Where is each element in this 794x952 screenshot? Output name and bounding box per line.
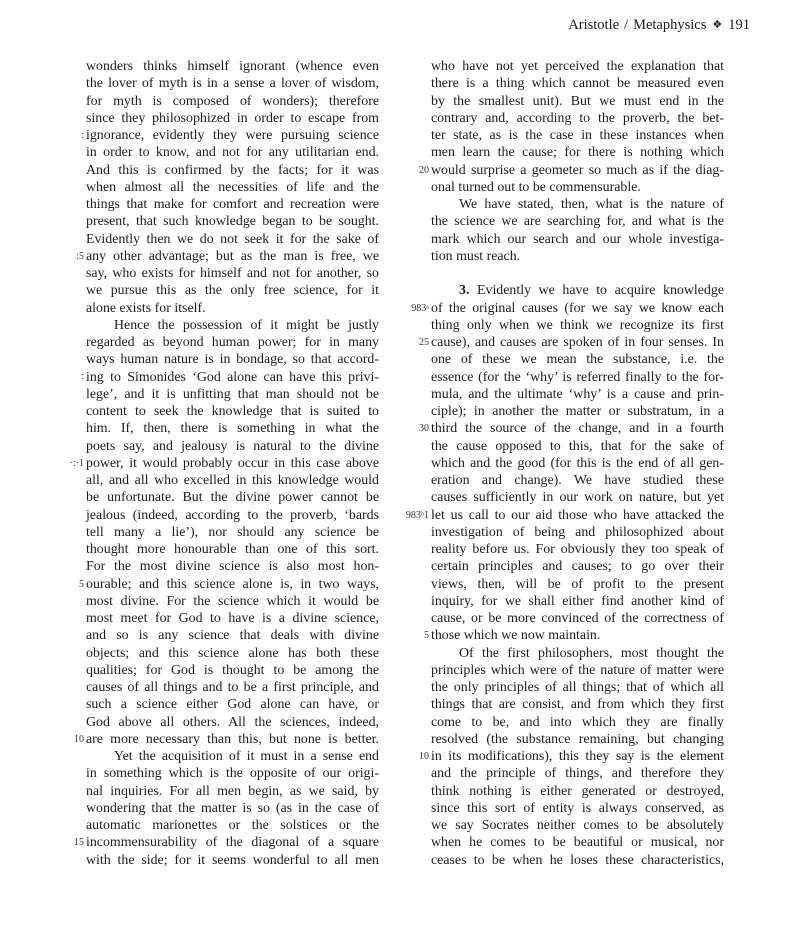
text-line — [431, 386, 724, 403]
margin-line-number: ∶ — [81, 371, 84, 383]
line-text: are more necessary than this, but none is better. — [86, 731, 379, 747]
line-text: onal turned out to be commensurable. — [431, 179, 641, 195]
line-text: would surprise a geometer so much as if the diag- — [431, 162, 724, 178]
line-text: God above all others. All the sciences, indeed, — [86, 714, 379, 730]
text-line — [86, 610, 379, 627]
text-line — [431, 645, 724, 662]
margin-line-number: ·:·1 — [69, 457, 84, 469]
text-line — [86, 524, 379, 541]
page-number: 191 — [728, 17, 750, 33]
text-line — [431, 438, 724, 455]
line-text: resolved (the substance remaining, but changing — [431, 731, 724, 747]
text-line — [431, 696, 724, 713]
text-line — [431, 75, 724, 92]
line-text: reality before us. For obviously they too speak of — [431, 542, 724, 557]
text-line — [86, 817, 379, 834]
line-text: things that are consist, and from which they first — [431, 697, 724, 713]
line-text: nal inquiries. For all men begin, as we said, by — [86, 783, 379, 799]
line-text: investigation of being and philosophized about — [431, 524, 724, 540]
text-line — [431, 472, 724, 489]
text-line — [86, 472, 379, 489]
line-text: Evidently we have to acquire knowledge — [477, 283, 724, 299]
margin-line-number: 20 — [419, 164, 429, 176]
text-line — [86, 110, 379, 127]
line-text: of the original causes (for we say we know each — [431, 300, 724, 316]
margin-line-number: 5 — [79, 578, 84, 590]
line-text: lege’, and it is unfitting that man should not be — [86, 386, 379, 402]
line-text: men learn the cause; for there is nothing which — [431, 145, 724, 161]
line-text: power, it would probably occur in this case above — [86, 455, 379, 471]
margin-line-number: 5 — [424, 630, 429, 642]
text-line — [86, 179, 379, 196]
section-number: 3. — [459, 283, 470, 299]
line-text: things that make for comfort and recreation were — [86, 197, 379, 212]
text-line — [405, 507, 724, 524]
line-text: ways human nature is in bondage, so that accord- — [86, 352, 379, 368]
text-line — [431, 196, 724, 213]
line-text: tell many a lie’), nor should any science be — [86, 524, 379, 540]
line-text: we say Socrates neither comes to be absolutely — [431, 818, 724, 833]
text-line — [431, 817, 724, 834]
text-line — [431, 403, 724, 420]
text-line — [86, 162, 379, 179]
text-line — [86, 403, 379, 420]
line-text: ciple); in another the matter or substratum, in a — [431, 404, 724, 419]
text-line — [419, 334, 724, 351]
line-text: mula, and the ultimate ‘why’ is a cause and prin- — [431, 386, 724, 402]
text-line — [86, 714, 379, 731]
line-text: when almost all the necessities of life and the — [86, 179, 379, 195]
text-line — [86, 800, 379, 817]
line-text: thought more honourable than one of this sort. — [86, 542, 379, 557]
text-line — [86, 541, 379, 558]
line-text: For the most divine science is also most hon- — [86, 559, 379, 575]
text-line — [431, 93, 724, 110]
line-text: most meet for God to have is a divine science, — [86, 611, 379, 626]
line-text: who have not yet perceived the explanation that — [431, 59, 724, 74]
text-line — [431, 179, 724, 196]
line-text: principles which were of the nature of matter were — [431, 662, 724, 678]
margin-line-number: 10 — [419, 751, 429, 762]
line-text: And this is confirmed by the facts; for it was — [86, 162, 379, 178]
text-line — [86, 58, 379, 75]
line-text: content to seek the knowledge that is suited to — [86, 404, 379, 419]
text-line — [81, 127, 379, 144]
text-line — [86, 507, 379, 524]
line-text: one of these we mean the substance, i.e. the — [431, 352, 724, 368]
text-line — [86, 593, 379, 610]
line-text: the only principles of all things; that of which all — [431, 680, 724, 695]
line-text: third the source of the change, and in a fourth — [431, 421, 724, 437]
line-text: all, and all who excelled in this knowledge would — [86, 473, 379, 488]
line-text: and so is any science that deals with divine — [86, 628, 379, 644]
text-line — [86, 300, 379, 317]
line-text: jealous (indeed, according to the proverb, ‘bards — [86, 507, 379, 523]
margin-line-number: : — [81, 130, 84, 141]
text-line — [431, 127, 724, 144]
line-text: think nothing is either generated or destroyed, — [431, 783, 724, 799]
text-line — [431, 58, 724, 75]
line-text: poets say, and jealousy is natural to the divine — [86, 438, 379, 454]
text-line — [431, 558, 724, 575]
header-separator: / — [624, 17, 629, 33]
text-line — [86, 852, 379, 869]
text-line — [431, 800, 724, 817]
line-text: cause, or be more convinced of the correctness of — [431, 611, 724, 626]
text-line — [86, 783, 379, 800]
line-text: by the smallest unit). But we must end in the — [431, 93, 724, 109]
text-line — [86, 765, 379, 782]
line-text: the lover of myth is in a sense a lover of wisdom, — [86, 76, 379, 92]
line-text: since they philosophized in order to escape from — [86, 110, 379, 126]
text-line — [86, 75, 379, 92]
line-text: in its modifications), this they say is the element — [431, 749, 724, 764]
text-line — [86, 679, 379, 696]
text-line — [86, 386, 379, 403]
text-line — [86, 213, 379, 230]
line-text: come to be, and into which they are finally — [431, 714, 724, 730]
text-line — [86, 93, 379, 110]
text-line — [86, 438, 379, 455]
text-line — [431, 524, 724, 541]
line-text: thing only when we think we recognize its first — [431, 317, 724, 333]
line-text: him. If, then, there is something in what the — [86, 421, 379, 437]
text-line — [69, 455, 379, 472]
line-text: causes sufficiently in our work on nature, but yet — [431, 490, 724, 506]
text-line — [86, 662, 379, 679]
text-line — [81, 369, 379, 386]
text-line — [86, 144, 379, 161]
margin-line-number: :5 — [76, 250, 84, 262]
text-line — [431, 489, 724, 506]
text-line — [86, 420, 379, 437]
text-line — [74, 731, 379, 748]
text-line — [86, 645, 379, 662]
text-line — [431, 265, 724, 282]
line-text: wonders thinks himself ignorant (whence even — [86, 59, 379, 74]
line-text: mark which our search and our whole investiga- — [431, 231, 724, 247]
line-text: ceases to be when he loses these characteristics, — [431, 852, 724, 868]
text-line — [431, 765, 724, 782]
line-text: Evidently then we do not seek it for the sake of — [86, 231, 379, 247]
header-author: Aristotle — [568, 17, 620, 33]
text-line — [86, 748, 379, 765]
line-text: Yet the acquisition of it must in a sense end — [114, 749, 379, 764]
margin-line-number: 983ᵃ — [411, 302, 429, 314]
text-line — [79, 576, 379, 593]
line-text: say, who exists for himself and not for another, so — [86, 266, 379, 281]
line-text: let us call to our aid those who have attacked the — [431, 507, 724, 523]
line-text: ing to Simonides ‘God alone can have this privi- — [86, 369, 379, 385]
line-text: there is a thing which cannot be measured even — [431, 76, 724, 92]
line-text: when he comes to be beautiful or musical, nor — [431, 835, 724, 851]
text-line — [86, 231, 379, 248]
text-line — [431, 852, 724, 869]
line-text: in something which is the opposite of our origi- — [86, 766, 379, 782]
line-text: causes of all things and to be a first principle, and — [86, 680, 379, 695]
text-line — [419, 420, 724, 437]
text-line — [431, 110, 724, 127]
line-text: and the principle of things, and therefore they — [431, 766, 724, 782]
header-work: Metaphysics — [633, 17, 707, 33]
line-text: regarded as beyond human power; for in many — [86, 335, 379, 350]
text-line — [431, 455, 724, 472]
text-line — [86, 696, 379, 713]
line-text: those which we now maintain. — [431, 628, 601, 644]
text-line — [411, 300, 724, 317]
line-text: eration and change). We have studied these — [431, 473, 724, 488]
text-line — [431, 231, 724, 248]
line-text: be unfortunate. But the divine power cannot be — [86, 490, 379, 506]
line-text: the science we are searching for, and what is the — [431, 214, 724, 230]
text-line — [431, 317, 724, 334]
text-line — [431, 593, 724, 610]
line-text: qualities; for God is thought to be among the — [86, 662, 379, 678]
right-column — [405, 58, 724, 869]
line-text: views, then, will be of profit to the present — [431, 576, 724, 592]
text-line — [419, 748, 724, 765]
text-line — [86, 627, 379, 644]
line-text: We have stated, then, what is the nature of — [459, 197, 724, 212]
text-line — [431, 248, 724, 265]
margin-line-number: 30 — [419, 423, 429, 435]
line-text: cause), and causes are spoken of in four senses. In — [431, 335, 724, 350]
margin-line-number: 10 — [74, 733, 84, 745]
text-line — [431, 541, 724, 558]
text-line — [431, 834, 724, 851]
text-line — [86, 334, 379, 351]
text-line — [86, 196, 379, 213]
line-text: the cause opposed to this, that for the sake of — [431, 438, 724, 454]
text-line — [431, 679, 724, 696]
left-column — [69, 58, 379, 869]
text-line — [424, 627, 724, 644]
line-text: which and the good (for this is the end of all gen- — [431, 455, 724, 471]
text-line — [431, 714, 724, 731]
text-line — [431, 783, 724, 800]
text-line — [419, 162, 724, 179]
line-text: for myth is composed of wonders); therefore — [86, 93, 379, 109]
margin-line-number: 15 — [74, 837, 84, 849]
line-text: Hence the possession of it might be justly — [114, 317, 379, 333]
line-text: ter state, as is the case in these instances when — [431, 128, 724, 143]
line-text: wondering that the matter is so (as in the case of — [86, 800, 379, 816]
header-ornament: ❖ — [712, 19, 723, 31]
running-header — [568, 15, 750, 36]
text-line — [76, 248, 379, 265]
text-line — [431, 369, 724, 386]
text-line — [86, 558, 379, 575]
text-line — [86, 351, 379, 368]
line-text: essence (for the ‘why’ is referred finally to the for- — [431, 369, 724, 385]
line-text: ourable; and this science alone is, in two ways, — [86, 576, 379, 592]
line-text: automatic marionettes or the solstices or the — [86, 818, 379, 833]
text-line — [74, 834, 379, 851]
margin-line-number: 25 — [419, 337, 429, 348]
line-text: since this sort of entity is always conserved, as — [431, 800, 724, 816]
text-line — [86, 317, 379, 334]
line-text: inquiry, for we shall either find another kind of — [431, 593, 724, 609]
margin-line-number: 983ᵇ1 — [405, 509, 429, 521]
line-text: certain principles and causes; to go over their — [431, 559, 724, 575]
line-text: tion must reach. — [431, 248, 521, 264]
line-text: we pursue this as the only free science, for it — [86, 283, 379, 299]
text-line — [431, 610, 724, 627]
text-line — [431, 351, 724, 368]
line-text: alone exists for itself. — [86, 300, 206, 316]
line-text: most divine. For the science which it would be — [86, 593, 379, 609]
text-line — [431, 731, 724, 748]
line-text: such a science either God alone can have, or — [86, 697, 379, 713]
line-text: ignorance, evidently they were pursuing science — [86, 128, 379, 143]
text-line — [431, 144, 724, 161]
text-line — [86, 489, 379, 506]
text-line — [431, 662, 724, 679]
line-text: with the side; for it seems wonderful to all men — [86, 852, 379, 868]
text-line — [431, 282, 724, 299]
line-text: Of the first philosophers, most thought the — [459, 645, 724, 661]
line-text: present, that such knowledge began to be sought. — [86, 214, 379, 230]
line-text: any other advantage; but as the man is free, we — [86, 248, 379, 264]
text-line — [431, 213, 724, 230]
line-text: contrary and, according to the proverb, the bet- — [431, 110, 724, 126]
text-line — [431, 576, 724, 593]
line-text: in order to know, and not for any utilitarian end. — [86, 145, 379, 161]
line-text: objects; and this science alone has both these — [86, 645, 379, 661]
text-line — [86, 265, 379, 282]
text-line — [86, 282, 379, 299]
line-text: incommensurability of the diagonal of a square — [86, 835, 379, 851]
